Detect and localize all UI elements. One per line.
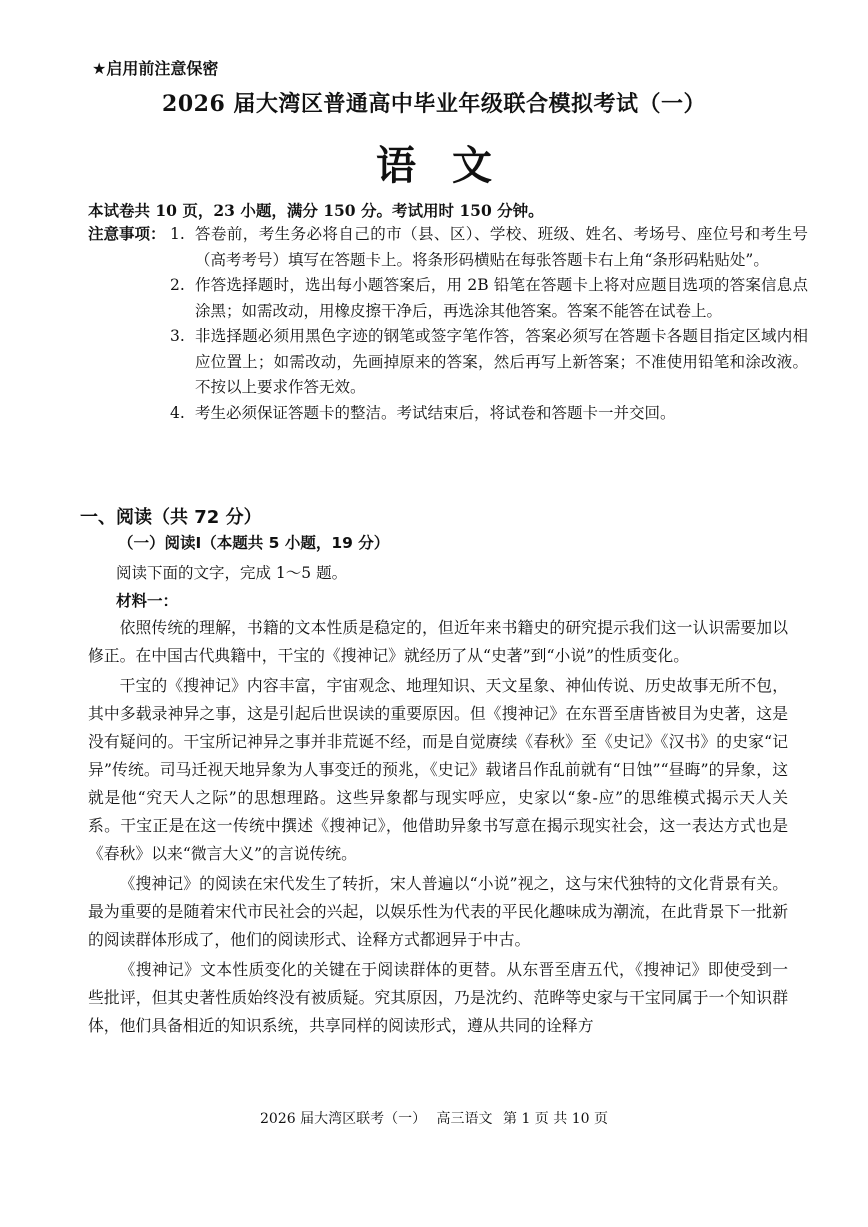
passage-paragraph: 依照传统的理解，书籍的文本性质是稳定的，但近年来书籍史的研究提示我们这一认识需要加以修正。在中国古代典籍中，干宝的《搜神记》就经历了从“史著”到“小说”的性质变化。 bbox=[88, 618, 788, 665]
note-number: 3. bbox=[170, 327, 185, 345]
confidential-notice: ★启用前注意保密 bbox=[92, 59, 219, 78]
note-item bbox=[88, 222, 808, 273]
note-number: 2. bbox=[170, 276, 185, 294]
note-text: 答卷前，考生务必将自己的市（县、区）、学校、班级、姓名、考场号、座位号和考生号（高考考号）填写在答题卡上。将条形码横贴在每张答题卡右上角“条形码粘贴处”。 bbox=[195, 225, 808, 269]
note-item bbox=[88, 324, 808, 401]
note-item bbox=[88, 401, 808, 427]
note-text: 考生必须保证答题卡的整洁。考试结束后，将试卷和答题卡一并交回。 bbox=[195, 403, 676, 422]
page-footer bbox=[0, 1108, 868, 1128]
note-number: 4. bbox=[170, 403, 185, 422]
passage-paragraph: 《搜神记》的阅读在宋代发生了转折，宋人普遍以“小说”视之，这与宋代独特的文化背景有关。最为重要的是随着宋代市民社会的兴起，以娱乐性为代表的平民化趣味成为潮流，在此背景下一批新的阅读群体形成了，他们的阅读形式、诠释方式都迥异于中古。 bbox=[88, 874, 788, 949]
notes-block bbox=[88, 222, 808, 426]
note-item bbox=[88, 273, 808, 324]
section-heading: 一、阅读（共 72 分） bbox=[80, 507, 262, 528]
note-text: 非选择题必须用黑色字迹的钢笔或签字笔作答，答案必须写在答题卡各题目指定区域内相应位置上；如需改动，先画掉原来的答案，然后再写上新答案；不准使用铅笔和涂改液。不按以上要求作答无效。 bbox=[195, 327, 808, 396]
reading-instruction: 阅读下面的文字，完成 1～5 题。 bbox=[116, 564, 348, 582]
footer-page-number: 第 1 页 共 10 页 bbox=[503, 1111, 608, 1127]
material-label: 材料一： bbox=[116, 592, 179, 610]
subsection-heading: （一）阅读Ⅰ（本题共 5 小题，19 分） bbox=[118, 534, 390, 552]
subject-title: 语文 bbox=[376, 142, 528, 189]
footer-exam: 2026 届大湾区联考（一） bbox=[260, 1111, 427, 1127]
passage-paragraph: 《搜神记》文本性质变化的关键在于阅读群体的更替。从东晋至唐五代，《搜神记》即使受到一些批评，但其史著性质始终没有被质疑。究其原因，乃是沈约、范晔等史家与干宝同属于一个知识群体，他们具备相近的知识系统，共享同样的阅读形式，遵从共同的诠释方 bbox=[88, 960, 788, 1035]
passage bbox=[88, 614, 788, 1042]
exam-title: 2026 届大湾区普通高中毕业年级联合模拟考试（一） bbox=[162, 91, 706, 117]
note-text: 作答选择题时，选出每小题答案后，用 2B 铅笔在答题卡上将对应题目选项的答案信息点涂黑；如需改动，用橡皮擦干净后，再选涂其他答案。答案不能答在试卷上。 bbox=[195, 276, 808, 320]
passage-paragraph: 干宝的《搜神记》内容丰富，宇宙观念、地理知识、天文星象、神仙传说、历史故事无所不包，其中多载录神异之事，这是引起后世误读的重要原因。但《搜神记》在东晋至唐皆被目为史著，这是没有疑问的。干宝所记神异之事并非荒诞不经，而是自觉赓续《春秋》至《史记》《汉书》的史家“记异”传统。司马迁视天地异象为人事变迁的预兆，《史记》载诸吕作乱前就有“日蚀”“昼晦”的异象，这就是他“究天人之际”的思想理路。这些异象都与现实呼应，史家以“象-应”的思维模式揭示天人关系。干宝正是在这一传统中撰述《搜神记》，他借助异象书写意在揭示现实社会，这一表达方式也是《春秋》以来“微言大义”的言说传统。 bbox=[88, 676, 788, 863]
footer-course: 高三语文 bbox=[436, 1111, 493, 1127]
exam-summary: 本试卷共 10 页，23 小题，满分 150 分。考试用时 150 分钟。 bbox=[88, 201, 544, 220]
notes-label: 注意事项： bbox=[88, 225, 166, 243]
note-number: 1. bbox=[170, 225, 185, 243]
